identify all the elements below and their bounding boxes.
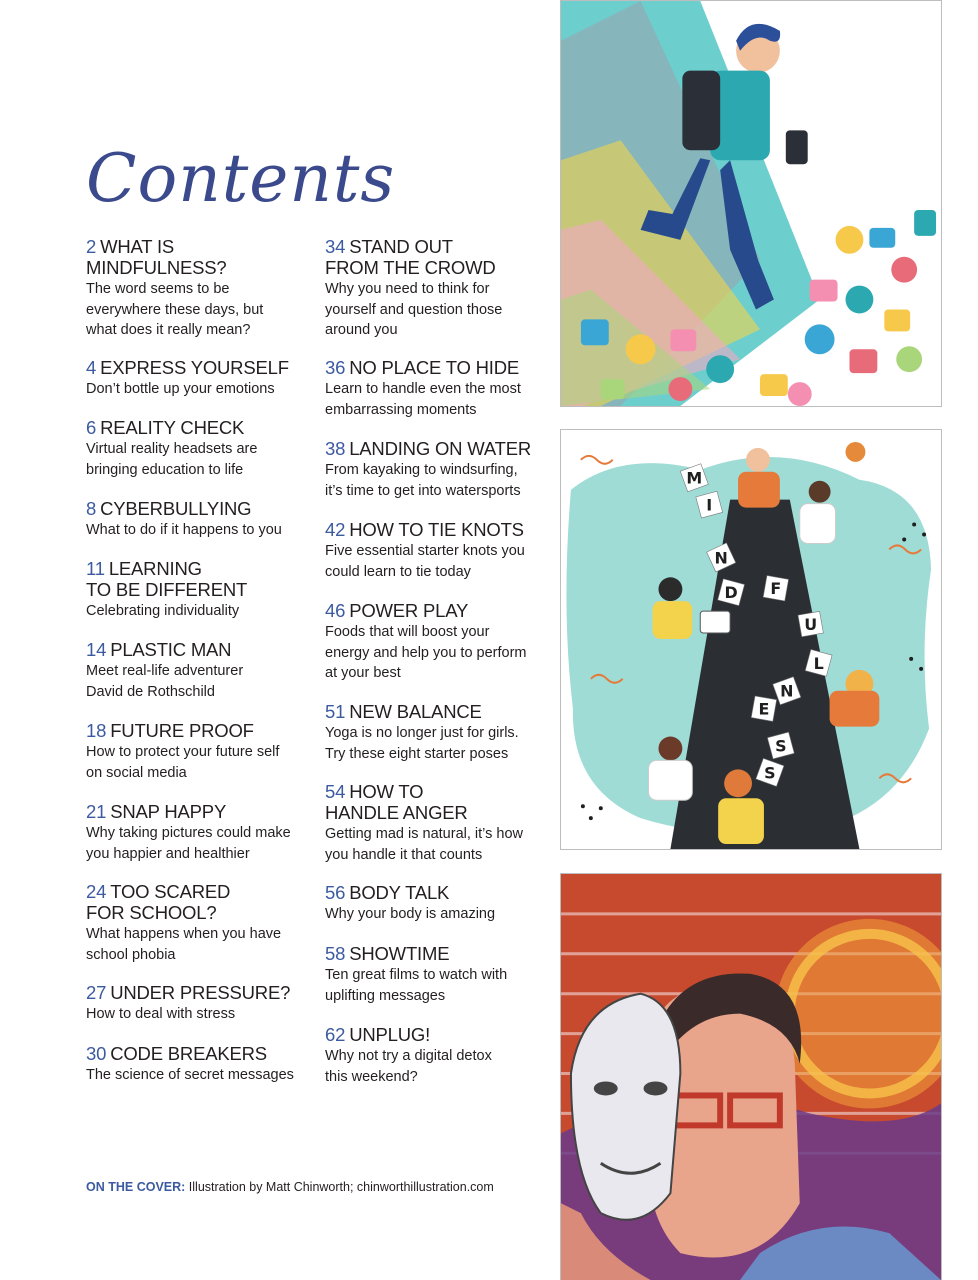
illustration-mindfulness-table xyxy=(560,429,942,850)
page-number: 34 xyxy=(325,236,346,257)
entry-description xyxy=(325,460,550,501)
entry-description-line: From kayaking to windsurfing, xyxy=(325,462,518,478)
entry-description xyxy=(86,520,311,541)
contents-entry[interactable] xyxy=(86,498,311,541)
letter-tile: U xyxy=(804,615,818,635)
page-number: 21 xyxy=(86,801,107,822)
entry-title xyxy=(86,357,311,378)
entry-title-line: CYBERBULLYING xyxy=(100,498,252,519)
entry-title xyxy=(325,438,550,459)
entry-description xyxy=(325,723,550,764)
entry-title xyxy=(86,881,311,923)
page-number: 42 xyxy=(325,519,346,540)
cover-credit-text: Illustration by Matt Chinworth; chinworthillustration.com xyxy=(188,1180,494,1194)
entry-title xyxy=(86,982,311,1003)
entry-description-line: Ten great films to watch with xyxy=(325,967,508,983)
entry-description-line: What happens when you have xyxy=(86,926,282,942)
contents-entry[interactable] xyxy=(325,701,550,764)
letter-tile: N xyxy=(780,681,794,701)
contents-entry[interactable] xyxy=(86,639,311,702)
entry-title-line: WHAT IS xyxy=(100,236,175,257)
entry-description xyxy=(86,823,311,864)
entry-title xyxy=(86,498,311,519)
entry-title-line: SHOWTIME xyxy=(349,943,450,964)
entry-description-line: The science of secret messages xyxy=(86,1067,294,1083)
page-number: 6 xyxy=(86,417,97,438)
entry-description-line: Why you need to think for xyxy=(325,281,490,297)
letter-tile: N xyxy=(714,548,728,568)
entry-description-line: Five essential starter knots you xyxy=(325,543,525,559)
entry-description-line: The word seems to be xyxy=(86,281,230,297)
entry-title xyxy=(86,236,311,278)
contents-entry[interactable] xyxy=(325,519,550,582)
entry-description-line: Try these eight starter poses xyxy=(325,745,509,762)
page-number: 27 xyxy=(86,982,107,1003)
page-number: 2 xyxy=(86,236,97,257)
entry-description-line: Getting mad is natural, it’s how xyxy=(325,826,523,842)
entry-description-line: on social media xyxy=(86,764,187,781)
entry-description xyxy=(325,622,550,684)
contents-entry[interactable] xyxy=(86,558,311,622)
entry-title-line: FUTURE PROOF xyxy=(110,720,254,741)
entry-description xyxy=(86,924,311,965)
entry-description-line: you happier and healthier xyxy=(86,845,250,862)
entry-description-line: could learn to tie today xyxy=(325,563,471,580)
entry-description-line: Why taking pictures could make xyxy=(86,825,291,841)
entry-description xyxy=(325,279,550,341)
entry-title-line: TOO SCARED xyxy=(110,881,231,902)
page-number: 51 xyxy=(325,701,346,722)
page-number: 46 xyxy=(325,600,346,621)
contents-entry[interactable] xyxy=(86,982,311,1025)
entry-title xyxy=(86,558,311,600)
entry-title xyxy=(325,600,550,621)
entry-description xyxy=(86,379,311,400)
entry-title xyxy=(86,417,311,438)
letter-tile: F xyxy=(770,579,782,599)
entry-description-line: energy and help you to perform xyxy=(325,644,527,661)
entry-title xyxy=(86,639,311,660)
page-number: 56 xyxy=(325,882,346,903)
contents-entry[interactable] xyxy=(86,1043,311,1086)
entry-title xyxy=(325,943,550,964)
entry-description-line: Why your body is amazing xyxy=(325,906,496,922)
entry-title xyxy=(325,781,550,823)
contents-entry[interactable] xyxy=(325,781,550,865)
contents-entry[interactable] xyxy=(325,882,550,925)
page-number: 62 xyxy=(325,1024,346,1045)
entry-title-line: HANDLE ANGER xyxy=(325,802,468,823)
entry-title xyxy=(86,1043,311,1064)
contents-entry[interactable] xyxy=(325,1024,550,1087)
page-number: 8 xyxy=(86,498,97,519)
illustration-running-boy xyxy=(560,0,942,407)
entry-description-line: at your best xyxy=(325,665,401,681)
entry-description xyxy=(86,661,311,702)
contents-entry[interactable] xyxy=(325,600,550,684)
entry-description-line: it’s time to get into watersports xyxy=(325,482,521,499)
entry-title-line: LANDING ON WATER xyxy=(349,438,531,459)
entry-title xyxy=(325,236,550,278)
contents-entry[interactable] xyxy=(86,236,311,341)
contents-entry[interactable] xyxy=(86,357,311,400)
page-number: 36 xyxy=(325,357,346,378)
entry-title-line: NEW BALANCE xyxy=(349,701,482,722)
letter-tile: M xyxy=(686,468,703,488)
letter-tile: S xyxy=(764,763,776,783)
entry-title-line: REALITY CHECK xyxy=(100,417,245,438)
entry-description-line: uplifting messages xyxy=(325,987,446,1004)
entry-title-line: PLASTIC MAN xyxy=(110,639,232,660)
entry-title-line: BODY TALK xyxy=(349,882,450,903)
letter-tile: I xyxy=(706,495,713,515)
entry-description xyxy=(325,379,550,420)
contents-entry[interactable] xyxy=(86,720,311,783)
page-number: 24 xyxy=(86,881,107,902)
page-title: Contents xyxy=(86,140,396,217)
entry-description xyxy=(86,1004,311,1025)
entry-title-line: NO PLACE TO HIDE xyxy=(349,357,520,378)
entry-title-line: MINDFULNESS? xyxy=(86,257,227,278)
entry-description-line: Learn to handle even the most xyxy=(325,381,521,397)
entry-title xyxy=(325,519,550,540)
entry-title-line: POWER PLAY xyxy=(349,600,469,621)
entry-title-line: STAND OUT xyxy=(349,236,453,257)
contents-entry[interactable] xyxy=(86,881,311,965)
page-number: 30 xyxy=(86,1043,107,1064)
illustration-mask-boy xyxy=(560,873,942,1280)
entry-title xyxy=(325,1024,550,1045)
entry-description-line: Celebrating individuality xyxy=(86,603,240,619)
entry-title xyxy=(86,720,311,741)
entry-description-line: How to protect your future self xyxy=(86,744,280,760)
entry-title-line: UNPLUG! xyxy=(349,1024,431,1045)
page-number: 58 xyxy=(325,943,346,964)
entry-description xyxy=(325,965,550,1006)
entry-description xyxy=(325,1046,550,1087)
entry-description-line: David de Rothschild xyxy=(86,683,215,700)
entry-title xyxy=(86,801,311,822)
entry-description xyxy=(325,541,550,582)
contents-entry[interactable] xyxy=(86,417,311,480)
entry-description-line: Yoga is no longer just for girls. xyxy=(325,725,519,741)
letter-tile: D xyxy=(724,583,738,603)
cover-credit-label: ON THE COVER: xyxy=(86,1180,186,1194)
contents-entry[interactable] xyxy=(86,801,311,864)
entry-description-line: everywhere these days, but xyxy=(86,301,264,318)
entry-description-line: embarrassing moments xyxy=(325,401,477,418)
letter-tile: E xyxy=(758,699,770,719)
entry-description-line: Don’t bottle up your emotions xyxy=(86,381,275,397)
entry-title-line: FROM THE CROWD xyxy=(325,257,496,278)
entry-description-line: Virtual reality headsets are xyxy=(86,441,258,457)
entry-description-line: Foods that will boost your xyxy=(325,624,490,640)
contents-entry[interactable] xyxy=(325,438,550,501)
page-number: 11 xyxy=(86,558,105,579)
page-number: 54 xyxy=(325,781,346,802)
entry-description-line: school phobia xyxy=(86,946,176,963)
entry-description xyxy=(325,904,550,925)
entry-title-line: TO BE DIFFERENT xyxy=(86,579,248,600)
entry-title-line: LEARNING xyxy=(108,558,202,579)
letter-tile: L xyxy=(813,653,824,673)
entry-description xyxy=(86,601,311,622)
letter-tile: S xyxy=(775,736,787,756)
entry-description xyxy=(86,742,311,783)
page-number: 18 xyxy=(86,720,107,741)
entry-title-line: UNDER PRESSURE? xyxy=(110,982,291,1003)
page-number: 14 xyxy=(86,639,107,660)
entry-title xyxy=(325,357,550,378)
page-number: 38 xyxy=(325,438,346,459)
entry-description-line: around you xyxy=(325,322,398,338)
contents-entry[interactable] xyxy=(325,236,550,341)
entry-description-line: How to deal with stress xyxy=(86,1006,236,1022)
entry-description xyxy=(86,439,311,480)
entry-title-line: FOR SCHOOL? xyxy=(86,902,217,923)
contents-entry[interactable] xyxy=(325,357,550,420)
entry-description xyxy=(86,1065,311,1086)
entry-description-line: what does it really mean? xyxy=(86,322,251,338)
entry-description-line: you handle it that counts xyxy=(325,846,483,863)
entry-description-line: this weekend? xyxy=(325,1068,418,1085)
entry-title xyxy=(325,701,550,722)
entry-title-line: CODE BREAKERS xyxy=(110,1043,267,1064)
entry-title-line: HOW TO TIE KNOTS xyxy=(349,519,524,540)
entry-description xyxy=(325,824,550,865)
entry-description-line: Meet real-life adventurer xyxy=(86,663,244,679)
entry-title-line: HOW TO xyxy=(349,781,424,802)
entry-description-line: yourself and question those xyxy=(325,301,503,318)
page-number: 4 xyxy=(86,357,97,378)
entry-description-line: Why not try a digital detox xyxy=(325,1048,492,1064)
cover-credit xyxy=(86,1180,494,1194)
entry-description xyxy=(86,279,311,341)
entry-title xyxy=(325,882,550,903)
entry-description-line: What to do if it happens to you xyxy=(86,522,282,538)
entry-description-line: bringing education to life xyxy=(86,461,244,478)
entry-title-line: SNAP HAPPY xyxy=(110,801,227,822)
contents-entry[interactable] xyxy=(325,943,550,1006)
entry-title-line: EXPRESS YOURSELF xyxy=(100,357,289,378)
